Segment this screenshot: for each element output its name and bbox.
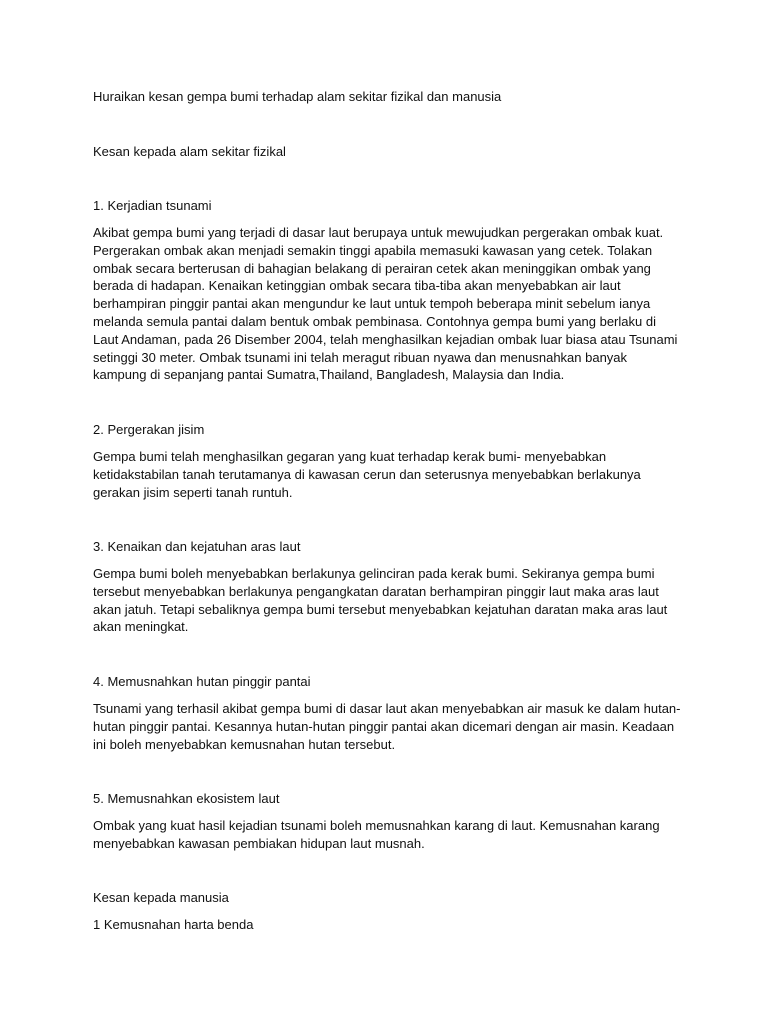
document-title: Huraikan kesan gempa bumi terhadap alam sekitar fizikal dan manusia — [93, 89, 502, 104]
item-heading-5: 5. Memusnahkan ekosistem laut — [93, 791, 280, 806]
item-heading-4: 4. Memusnahkan hutan pinggir pantai — [93, 674, 311, 689]
item-heading-2: 2. Pergerakan jisim — [93, 422, 205, 437]
item-heading-1: 1. Kerjadian tsunami — [93, 198, 212, 213]
item-body-4: Tsunami yang terhasil akibat gempa bumi di dasar laut akan menyebabkan air masuk ke dalam hutan- hutan pinggir pantai. Kesannya hutan-hutan pinggir pantai akan dicemari dengan air masin. Keadaan ini boleh menyebabkan kemusnahan hutan tersebut. — [93, 701, 681, 752]
section-heading-human: Kesan kepada manusia — [93, 890, 229, 905]
item-heading-3: 3. Kenaikan dan kejatuhan aras laut — [93, 539, 301, 554]
item-body-1: Akibat gempa bumi yang terjadi di dasar laut berupaya untuk mewujudkan pergerakan ombak kuat. Pergerakan ombak akan menjadi semakin tinggi apabila memasuki kawasan yang cetek. Tolakan ombak secara berterusan di bahagian belakang di perairan cetek akan meninggikan ombak yang berada di hadapan. Kenaikan ketinggian ombak secara tiba-tiba akan menyebabkan air laut berhampiran pinggir pantai akan mengundur ke laut untuk tempoh beberapa minit sebelum ianya melanda semula pantai dalam bentuk ombak pembinasa. Contohnya gempa bumi yang berlaku di Laut Andaman, pada 26 Disember 2004, telah menghasilkan kejadian ombak luar biasa atau Tsunami setinggi 30 meter. Ombak tsunami ini telah meragut ribuan nyawa dan menusnahkan banyak kampung di sepanjang pantai Sumatra,Thailand, Bangladesh, Malaysia dan India. — [93, 225, 678, 383]
item-body-5: Ombak yang kuat hasil kejadian tsunami boleh memusnahkan karang di laut. Kemusnahan karang menyebabkan kawasan pembiakan hidupan laut musnah. — [93, 818, 660, 851]
human-item-heading-1: 1 Kemusnahan harta benda — [93, 917, 254, 932]
item-body-2: Gempa bumi telah menghasilkan gegaran yang kuat terhadap kerak bumi- menyebabkan ketidakstabilan tanah terutamanya di kawasan cerun dan seterusnya menyebabkan berlakunya gerakan jisim seperti tanah runtuh. — [93, 449, 641, 500]
section-heading-physical: Kesan kepada alam sekitar fizikal — [93, 144, 286, 159]
item-body-3: Gempa bumi boleh menyebabkan berlakunya gelinciran pada kerak bumi. Sekiranya gempa bumi tersebut menyebabkan berlakunya pengangkatan daratan berhampiran pinggir laut maka aras laut akan jatuh. Tetapi sebaliknya gempa bumi tersebut menyebabkan kejatuhan daratan maka aras laut akan meningkat. — [93, 566, 668, 635]
